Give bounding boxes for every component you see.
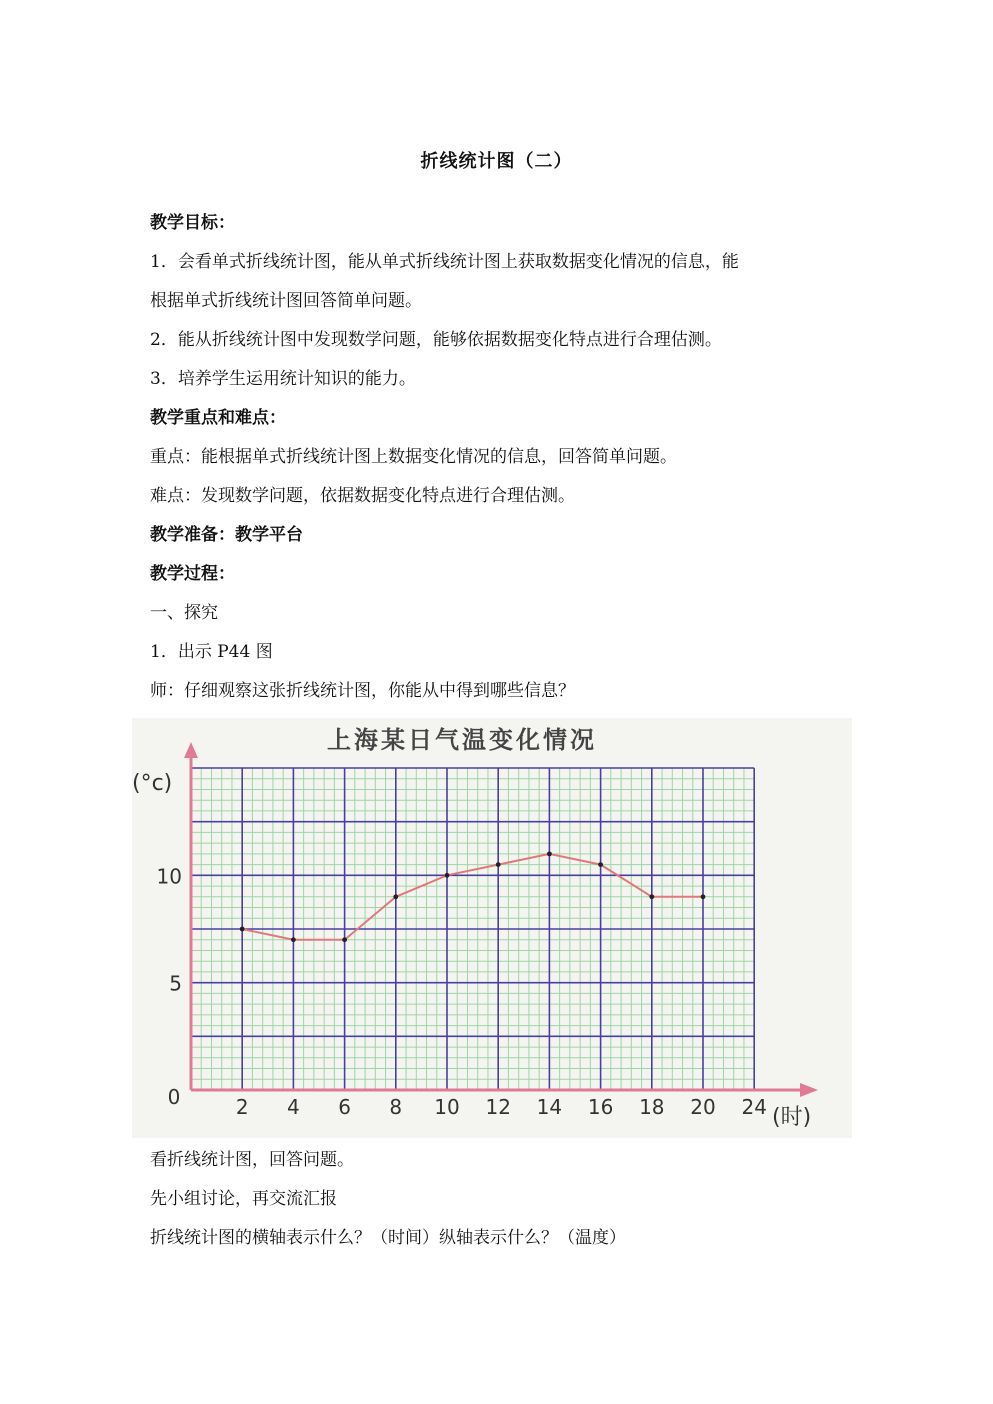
major-grid — [191, 768, 754, 1090]
y-axis-label: (°c) — [132, 771, 173, 796]
x-tick-label: 18 — [639, 1095, 665, 1119]
chart-axes — [184, 742, 818, 1097]
y-tick-label: 5 — [169, 971, 182, 996]
heading-objectives: 教学目标： — [150, 213, 235, 233]
y-axis-arrow — [184, 742, 198, 758]
x-tick-label: 10 — [434, 1095, 460, 1119]
x-tick-label: 20 — [690, 1095, 716, 1119]
x-tick-label: 24 — [741, 1095, 767, 1119]
section-explore: 一、探究 — [150, 603, 218, 623]
step-show-figure: 1．出示 P44 图 — [150, 642, 273, 662]
data-point — [701, 894, 706, 899]
data-point — [240, 927, 245, 932]
page-title: 折线统计图（二） — [420, 151, 573, 172]
data-point — [496, 862, 501, 867]
x-axis-label: (时) — [772, 1105, 812, 1130]
teacher-question: 师：仔细观察这张折线统计图，你能从中得到哪些信息？ — [150, 681, 575, 701]
instruction-look: 看折线统计图，回答问题。 — [150, 1150, 354, 1170]
axis-question: 折线统计图的横轴表示什么？（时间）纵轴表示什么？（温度） — [150, 1228, 626, 1248]
x-axis-arrow — [800, 1083, 818, 1097]
key-point: 重点：能根据单式折线统计图上数据变化情况的信息，回答简单问题。 — [150, 447, 677, 467]
chart-labels — [132, 726, 811, 1130]
data-point — [649, 894, 654, 899]
data-point — [393, 894, 398, 899]
objective-3: 3．培养学生运用统计知识的能力。 — [150, 369, 416, 389]
data-point — [291, 937, 296, 942]
temperature-line-chart — [132, 718, 852, 1138]
x-tick-label: 6 — [338, 1095, 351, 1119]
data-point — [445, 873, 450, 878]
x-tick-label: 4 — [287, 1095, 300, 1119]
x-tick-label: 2 — [235, 1095, 249, 1119]
x-tick-label: 12 — [485, 1095, 511, 1119]
heading-key-points: 教学重点和难点： — [150, 408, 286, 428]
chart-title: 上海某日气温变化情况 — [327, 726, 597, 754]
difficult-point: 难点：发现数学问题，依据数据变化特点进行合理估测。 — [150, 486, 575, 506]
data-point — [547, 851, 552, 856]
x-tick-label: 8 — [389, 1095, 403, 1119]
heading-process: 教学过程： — [150, 564, 235, 584]
data-point — [598, 862, 603, 867]
objective-1-line-2: 根据单式折线统计图回答简单问题。 — [150, 291, 422, 311]
objective-1-line-1: 1．会看单式折线统计图，能从单式折线统计图上获取数据变化情况的信息，能 — [150, 252, 739, 272]
x-tick-label: 14 — [536, 1095, 563, 1119]
objective-2: 2．能从折线统计图中发现数学问题，能够依据数据变化特点进行合理估测。 — [150, 330, 722, 350]
origin-label: 0 — [167, 1085, 181, 1109]
preparation: 教学准备：教学平台 — [150, 525, 303, 545]
instruction-discuss: 先小组讨论，再交流汇报 — [150, 1189, 337, 1209]
x-tick-label: 16 — [587, 1095, 614, 1119]
data-point — [342, 937, 347, 942]
y-tick-label: 10 — [156, 864, 182, 889]
